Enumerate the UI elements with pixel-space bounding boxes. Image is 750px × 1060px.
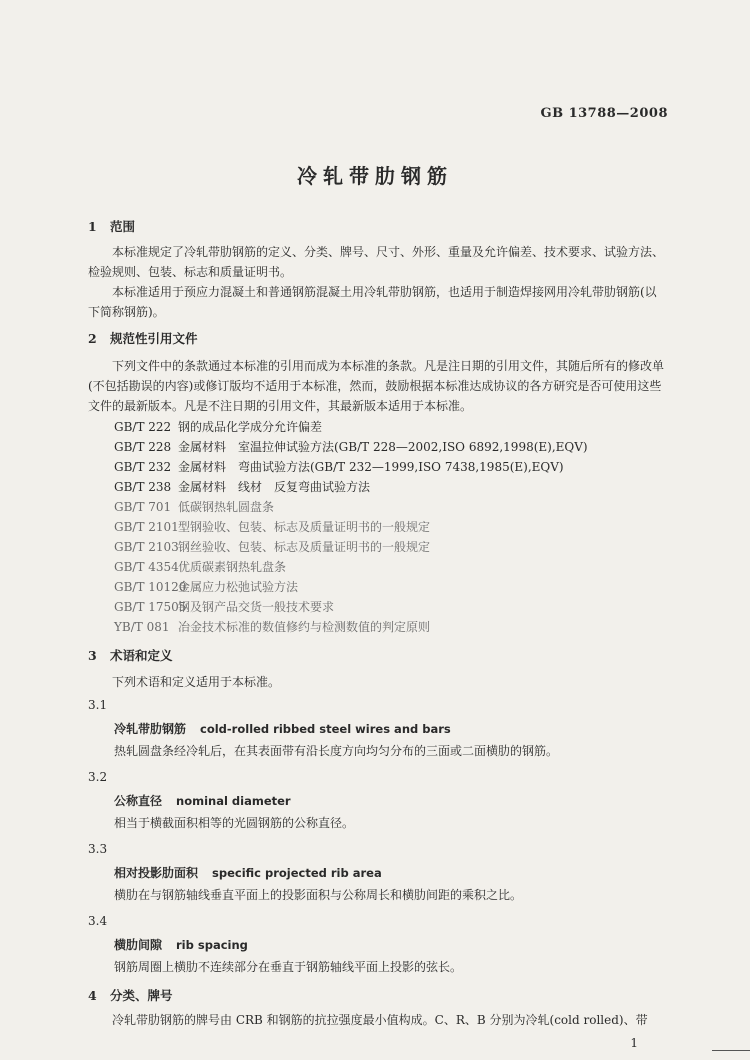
term-definition: 钢筋周圈上横肋不连续部分在垂直于钢筋轴线平面上投影的弦长。: [114, 960, 463, 974]
term-definition: 热轧圆盘条经冷轧后，在其表面带有沿长度方向均匀分布的三面或二面横肋的钢筋。: [114, 744, 559, 758]
reference-item: GB/T 2103钢丝验收、包装、标志及质量证明书的一般规定: [114, 540, 431, 554]
standard-number: GB 13788—2008: [540, 106, 668, 121]
section-4-paragraph-1: 冷轧带肋钢筋的牌号由 CRB 和钢筋的抗拉强度最小值构成。C、R、B 分别为冷轧(cold rolled)、带: [112, 1013, 648, 1027]
clause-number: 3.3: [88, 842, 108, 856]
term-definition: 横肋在与钢筋轴线垂直平面上的投影面积与公称周长和横肋间距的乘积之比。: [114, 888, 523, 902]
section-4-heading: 4 分类、牌号: [88, 988, 173, 1003]
clause-number: 3.2: [88, 770, 108, 784]
section-1-heading: 1 范围: [88, 219, 136, 234]
footer-rule: [712, 1050, 750, 1051]
reference-item: GB/T 238 金属材料 线材 反复弯曲试验方法: [114, 480, 371, 494]
reference-item: GB/T 222 钢的成品化学成分允许偏差: [114, 420, 323, 434]
document-title: 冷轧带肋钢筋: [297, 164, 453, 188]
term-heading: 冷轧带肋钢筋 cold-rolled ribbed steel wires and bars: [114, 722, 451, 736]
reference-item: GB/T 228 金属材料 室温拉伸试验方法(GB/T 228—2002,ISO 6892,1998(E),EQV): [114, 440, 588, 454]
clause-number: 3.4: [88, 914, 108, 928]
section-2-intro: 下列文件中的条款通过本标准的引用而成为本标准的条款。凡是注日期的引用文件，其随后所有的修改单(不包括勘误的内容)或修订版均不适用于本标准，然而，鼓励根据本标准达成协议的各方研究是否可使用这些文件的最新版本。凡是不注日期的引用文件，其最新版本适用于本标准。: [88, 359, 665, 413]
reference-item: GB/T 10120金属应力松弛试验方法: [114, 580, 299, 594]
section-2-heading: 2 规范性引用文件: [88, 331, 198, 346]
reference-item: GB/T 17505钢及钢产品交货一般技术要求: [114, 600, 335, 614]
clause-number: 3.1: [88, 698, 108, 712]
section-3-heading: 3 术语和定义: [88, 648, 173, 663]
term-heading: 公称直径 nominal diameter: [114, 794, 291, 808]
section-1-paragraph-2: 本标准适用于预应力混凝土和普通钢筋混凝土用冷轧带肋钢筋，也适用于制造焊接网用冷轧带肋钢筋(以下简称钢筋)。: [88, 285, 657, 319]
term-definition: 相当于横截面积相等的光圆钢筋的公称直径。: [114, 816, 355, 830]
page-number: 1: [630, 1036, 638, 1050]
section-3-intro: 下列术语和定义适用于本标准。: [112, 675, 281, 689]
reference-item: GB/T 701 低碳钢热轧圆盘条: [114, 500, 275, 514]
term-heading: 横肋间隙 rib spacing: [114, 938, 248, 952]
reference-item: GB/T 4354优质碳素钢热轧盘条: [114, 560, 287, 574]
section-1-paragraph-1: 本标准规定了冷轧带肋钢筋的定义、分类、牌号、尺寸、外形、重量及允许偏差、技术要求、试验方法、检验规则、包装、标志和质量证明书。: [88, 245, 665, 279]
reference-item: GB/T 232 金属材料 弯曲试验方法(GB/T 232—1999,ISO 7438,1985(E),EQV): [114, 460, 564, 474]
term-heading: 相对投影肋面积 specific projected rib area: [114, 866, 382, 880]
reference-item: YB/T 081 冶金技术标准的数值修约与检测数值的判定原则: [114, 620, 431, 634]
reference-item: GB/T 2101型钢验收、包装、标志及质量证明书的一般规定: [114, 520, 431, 534]
